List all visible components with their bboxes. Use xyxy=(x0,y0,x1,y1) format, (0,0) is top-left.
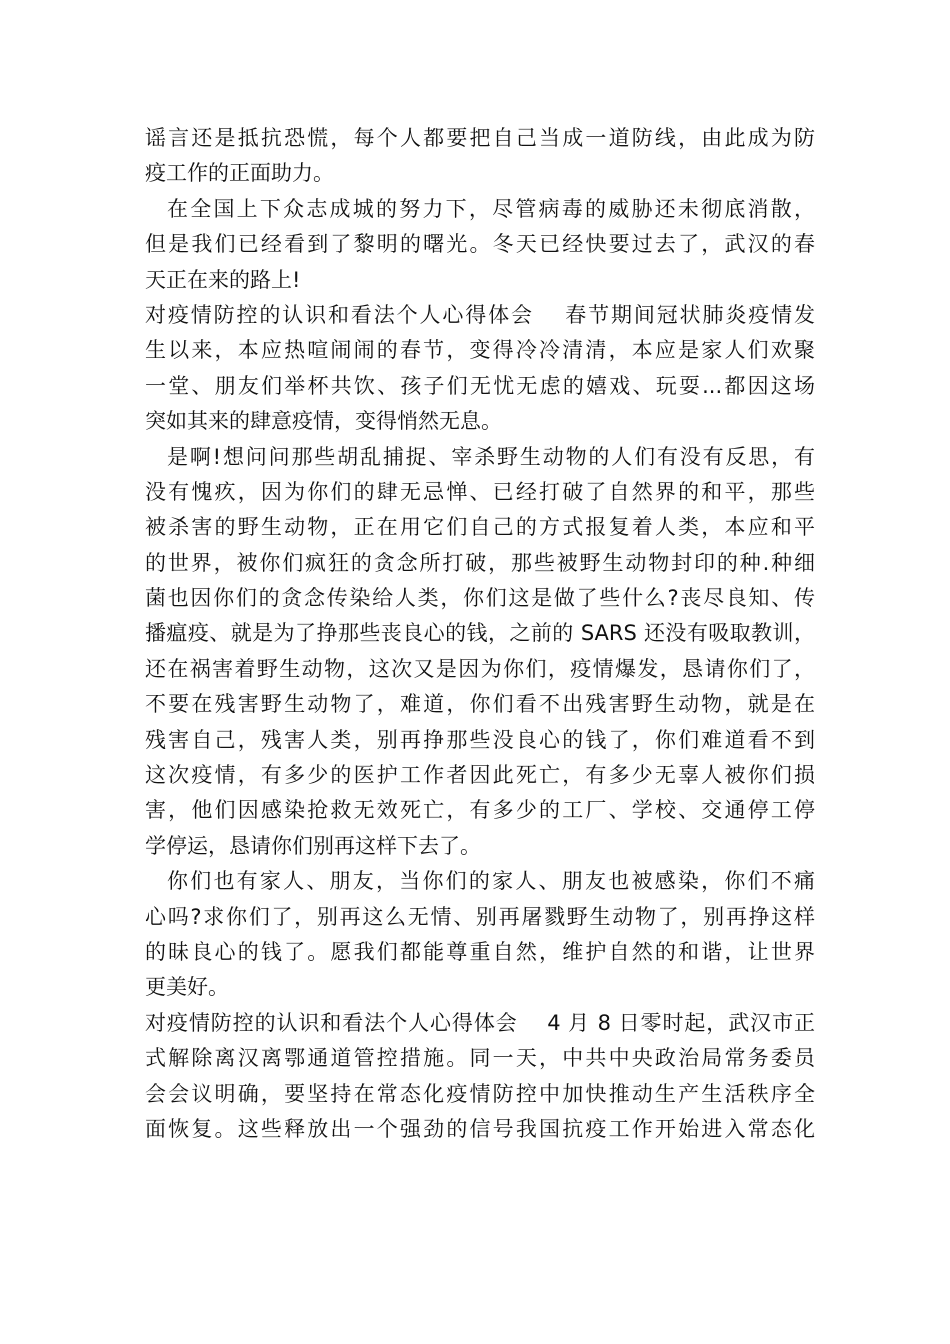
document-body xyxy=(145,121,815,1147)
text-line: 的昧良心的钱了。愿我们都能尊重自然，维护自然的和谐，让世界 xyxy=(145,939,815,964)
text-line: 谣言还是抵抗恐慌，每个人都要把自己当成一道防线，由此成为防 xyxy=(145,126,815,150)
text-line: 不要在残害野生动物了，难道，你们看不出残害野生动物，就是在 xyxy=(145,692,815,717)
text-line: 残害自己，残害人类，别再挣那些没良心的钱了，你们难道看不到 xyxy=(145,727,815,752)
text-line: 菌也因你们的贪念传染给人类，你们这是做了些什么?丧尽良知、传 xyxy=(145,586,815,611)
text-line: 是啊!想问问那些胡乱捕捉、宰杀野生动物的人们有没有反思，有 xyxy=(167,444,815,469)
text-line: 在全国上下众志成城的努力下，尽管病毒的威胁还未彻底消散， xyxy=(167,196,815,221)
text-line: 会会议明确，要坚持在常态化疫情防控中加快推动生产生活秩序全 xyxy=(145,1081,815,1106)
text-line: 一堂、朋友们举杯共饮、孩子们无忧无虑的嬉戏、玩耍...都因这场 xyxy=(145,373,815,398)
text-line: 这次疫情，有多少的医护工作者因此死亡，有多少无辜人被你们损 xyxy=(145,763,815,788)
text-line: 面恢复。这些释放出一个强劲的信号我国抗疫工作开始进入常态化 xyxy=(145,1116,815,1141)
text-line: 没有愧疚，因为你们的肆无忌惮、已经打破了自然界的和平，那些 xyxy=(145,479,815,504)
text-line: 突如其来的肆意疫情，变得悄然无息。 xyxy=(145,409,502,434)
text-line: 的世界，被你们疯狂的贪念所打破，那些被野生动物封印的种.种细 xyxy=(145,550,815,575)
text-line: 被杀害的野生动物，正在用它们自己的方式报复着人类，本应和平 xyxy=(145,515,815,540)
text-line: 生以来，本应热喧闹闹的春节，变得冷冷清清，本应是家人们欢聚 xyxy=(145,338,815,363)
text-line: 但是我们已经看到了黎明的曙光。冬天已经快要过去了，武汉的春 xyxy=(145,232,815,257)
text-line: 学停运，恳请你们别再这样下去了。 xyxy=(145,833,481,858)
text-line: 对疫情防控的认识和看法个人心得体会 4 月 8 日零时起，武汉市正 xyxy=(145,1010,815,1035)
text-line: 疫工作的正面助力。 xyxy=(145,161,334,186)
text-line: 还在祸害着野生动物，这次又是因为你们，疫情爆发，恳请你们了， xyxy=(145,656,815,681)
text-line: 对疫情防控的认识和看法个人心得体会 春节期间冠状肺炎疫情发 xyxy=(145,302,815,327)
text-line: 天正在来的路上! xyxy=(145,267,301,292)
text-line: 你们也有家人、朋友，当你们的家人、朋友也被感染，你们不痛 xyxy=(167,869,815,894)
text-line: 害，他们因感染抢救无效死亡，有多少的工厂、学校、交通停工停 xyxy=(145,798,815,823)
text-line: 心吗?求你们了，别再这么无情、别再屠戮野生动物了，别再挣这样 xyxy=(145,904,815,929)
text-line: 播瘟疫、就是为了挣那些丧良心的钱，之前的 SARS 还没有吸取教训， xyxy=(145,621,815,646)
text-line: 更美好。 xyxy=(145,975,229,1000)
text-line: 式解除离汉离鄂通道管控措施。同一天，中共中央政治局常务委员 xyxy=(145,1046,815,1071)
